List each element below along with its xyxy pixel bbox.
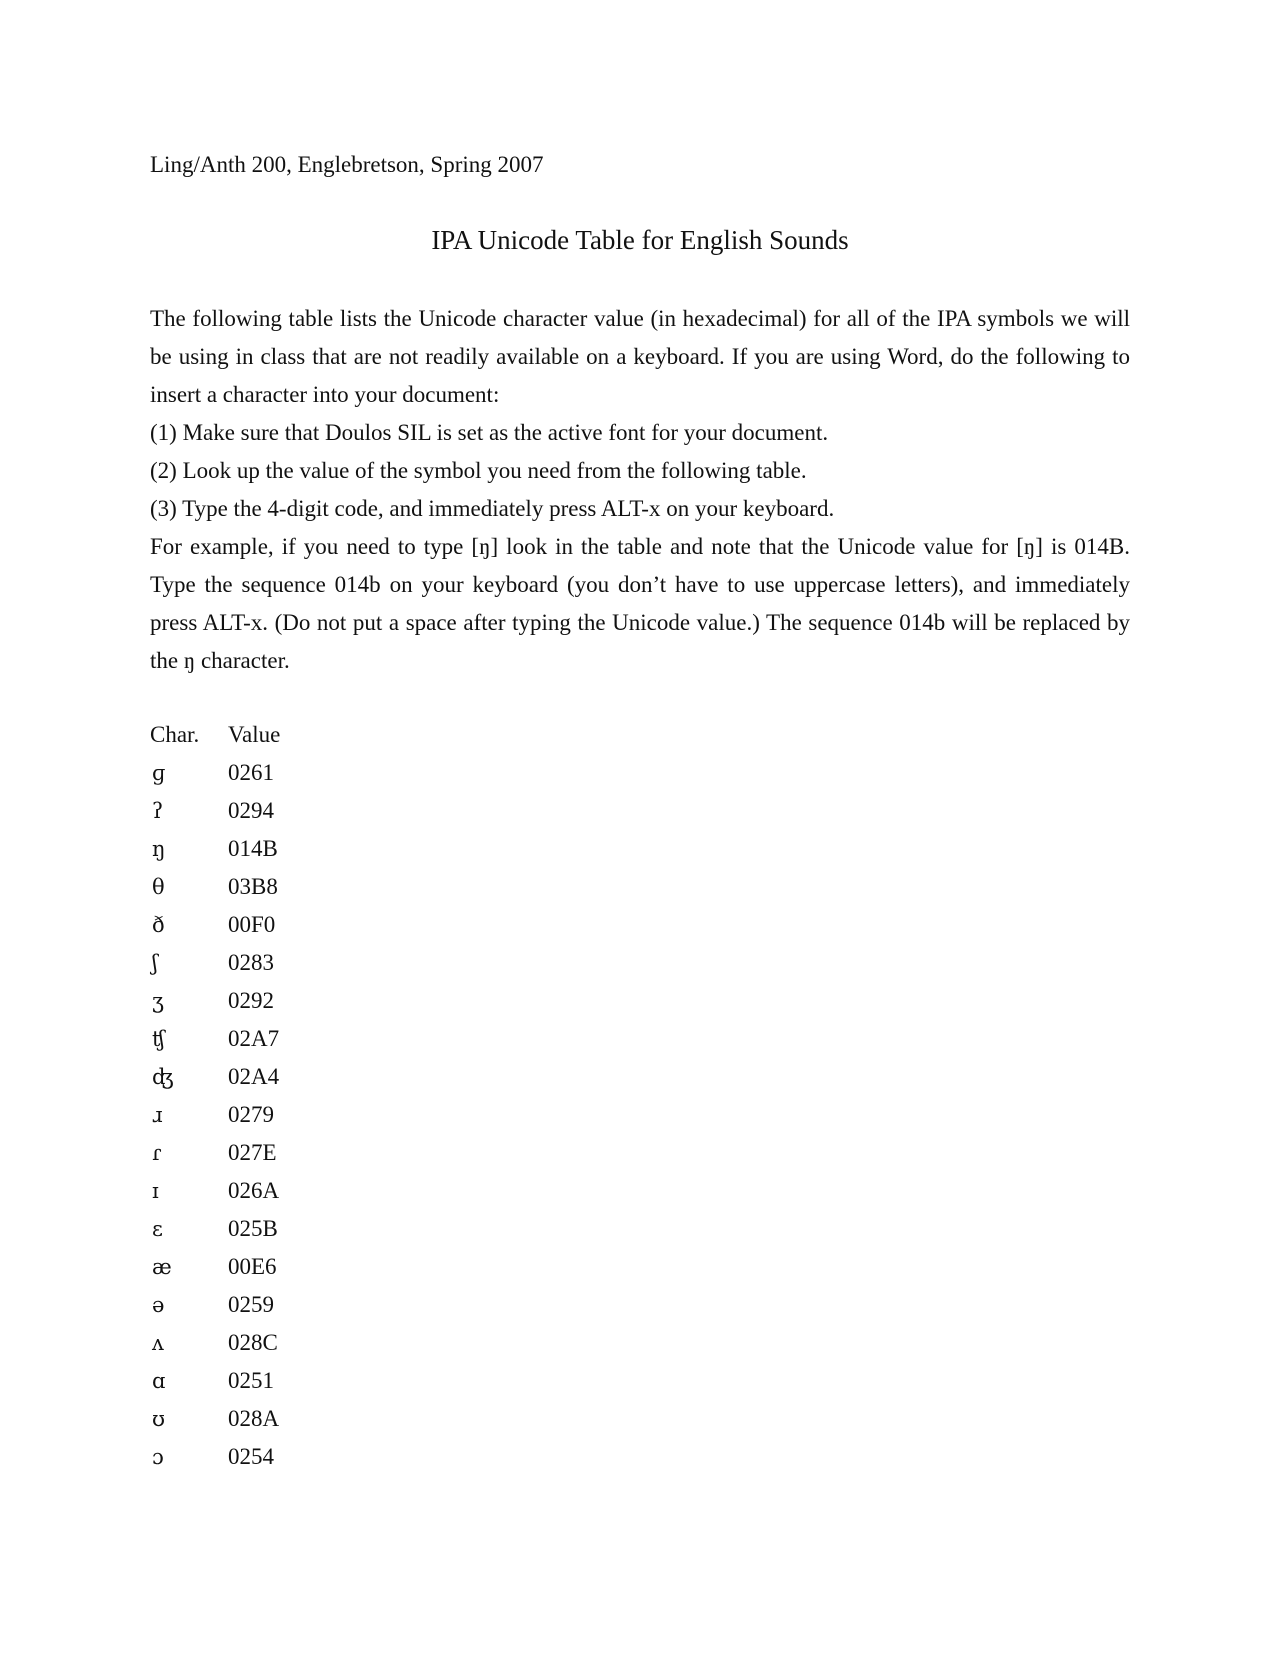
table-row xyxy=(150,1096,280,1134)
step-3: (3) Type the 4-digit code, and immediately press ALT-x on your keyboard. xyxy=(150,496,835,521)
instructions xyxy=(150,300,1130,680)
char-cell: θ xyxy=(152,875,165,899)
course-header: Ling/Anth 200, Englebretson, Spring 2007 xyxy=(150,152,544,177)
table-row xyxy=(150,1248,280,1286)
char-cell: ɛ xyxy=(152,1217,163,1241)
value-cell: 026A xyxy=(228,1178,280,1203)
char-cell: ʊ xyxy=(152,1407,166,1431)
value-cell: 0251 xyxy=(228,1368,274,1393)
value-cell: 02A7 xyxy=(228,1026,280,1051)
char-cell: ʃ xyxy=(152,951,158,975)
table-row xyxy=(150,1210,280,1248)
value-cell: 027E xyxy=(228,1140,277,1165)
value-cell: 0294 xyxy=(228,798,274,823)
char-cell: ɾ xyxy=(152,1141,162,1165)
step-2: (2) Look up the value of the symbol you need from the following table. xyxy=(150,458,807,483)
value-cell: 00E6 xyxy=(228,1254,277,1279)
table-row xyxy=(150,1286,280,1324)
table-row xyxy=(150,1134,280,1172)
table-row xyxy=(150,754,280,792)
char-cell: ə xyxy=(152,1293,165,1317)
table-row xyxy=(150,1362,280,1400)
char-cell: ʔ xyxy=(152,799,164,823)
table-row xyxy=(150,792,280,830)
char-cell: ɹ xyxy=(152,1103,163,1127)
table-row xyxy=(150,1172,280,1210)
table-row xyxy=(150,1400,280,1438)
char-cell: ɔ xyxy=(152,1445,164,1469)
value-cell: 014B xyxy=(228,836,278,861)
document-title: IPA Unicode Table for English Sounds xyxy=(431,225,849,255)
char-cell: ɑ xyxy=(152,1369,166,1393)
value-cell: 00F0 xyxy=(228,912,276,937)
value-cell: 0279 xyxy=(228,1102,274,1127)
table-row xyxy=(150,868,280,906)
value-cell: 0261 xyxy=(228,760,274,785)
char-cell: ɪ xyxy=(152,1179,159,1203)
value-cell: 02A4 xyxy=(228,1064,280,1089)
header-char: Char. xyxy=(150,722,200,747)
document-page xyxy=(150,150,1130,1476)
step-1: (1) Make sure that Doulos SIL is set as the active font for your document. xyxy=(150,420,829,445)
char-cell: ʒ xyxy=(152,989,164,1013)
table-body xyxy=(150,754,280,1476)
char-cell: ð xyxy=(152,913,165,937)
value-cell: 03B8 xyxy=(228,874,278,899)
table-row xyxy=(150,830,280,868)
char-cell: ʧ xyxy=(152,1027,165,1051)
value-cell: 025B xyxy=(228,1216,278,1241)
char-cell: ɡ xyxy=(152,761,166,785)
value-cell: 028C xyxy=(228,1330,278,1355)
char-cell: æ xyxy=(152,1255,172,1279)
table-row xyxy=(150,982,280,1020)
example-paragraph: For example, if you need to type [ŋ] look in the table and note that the Unicode value for [ŋ] is 014B. Type the sequence 014b on your keyboard (you don’t have to use uppercase letters), and immediately press ALT-x. (Do not put a space after typing the Unicode value.) The sequence 014b will be replaced by the ŋ character. xyxy=(150,534,1130,673)
value-cell: 0259 xyxy=(228,1292,274,1317)
table-row xyxy=(150,1438,280,1476)
value-cell: 028A xyxy=(228,1406,280,1431)
table-row xyxy=(150,1058,280,1096)
char-cell: ʤ xyxy=(152,1065,174,1089)
intro-paragraph: The following table lists the Unicode character value (in hexadecimal) for all of the IPA symbols we will be using in class that are not readily available on a keyboard. If you are using Word, do the following to insert a character into your document: xyxy=(150,306,1130,407)
char-cell: ŋ xyxy=(152,837,166,861)
value-cell: 0292 xyxy=(228,988,274,1013)
table-row xyxy=(150,944,280,982)
table-row xyxy=(150,1020,280,1058)
header-value: Value xyxy=(228,722,281,747)
table-row xyxy=(150,1324,280,1362)
value-cell: 0283 xyxy=(228,950,274,975)
table-row xyxy=(150,906,280,944)
value-cell: 0254 xyxy=(228,1444,274,1469)
table-header-row xyxy=(150,716,280,754)
ipa-unicode-table xyxy=(150,716,280,1476)
char-cell: ʌ xyxy=(152,1331,164,1355)
